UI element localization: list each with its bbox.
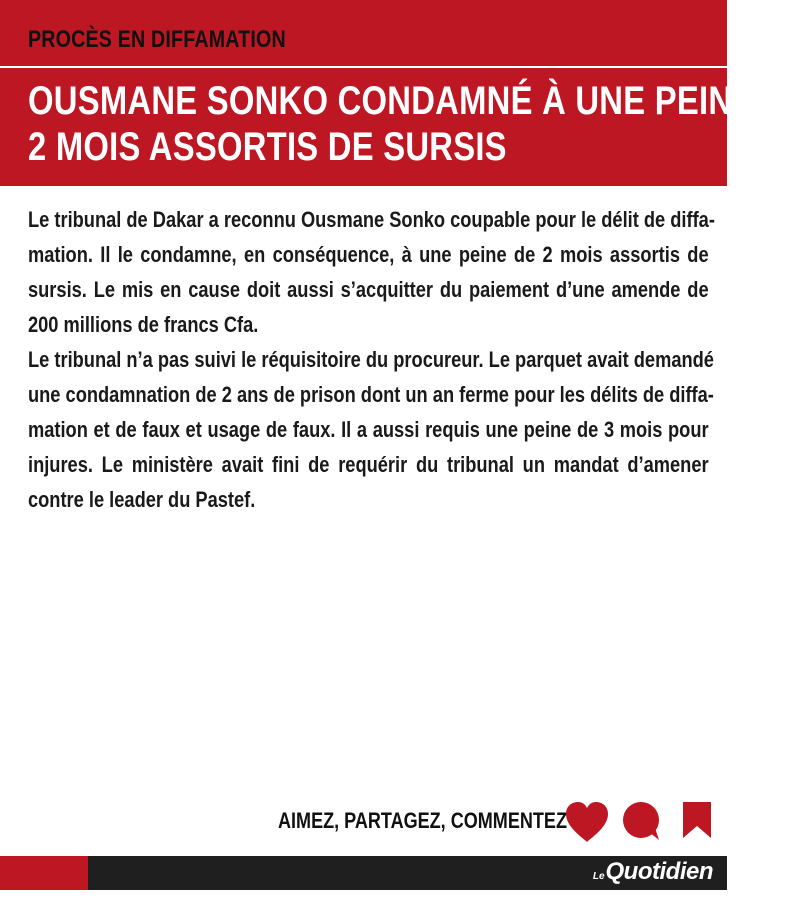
headline-line: 2 MOIS ASSORTIS DE SURSIS [28,125,507,169]
header-divider [0,66,727,68]
article-line: contre le leader du Pastef. [28,487,256,512]
bookmark-icon[interactable] [681,800,713,840]
article-line: injures. Le ministère avait fini de requérir du tribunal un mandat d’amener [28,452,709,477]
header-banner [0,0,810,186]
article-line: Le tribunal n’a pas suivi le réquisitoire du procureur. Le parquet avait demandé [28,347,714,372]
comment-icon[interactable] [621,800,663,842]
article-body [28,202,715,517]
headline [28,78,810,170]
article-line: mation et de faux et usage de faux. Il a aussi requis une peine de 3 mois pour [28,417,709,442]
headline-line: OUSMANE SONKO CONDAMNÉ À UNE PEINE DE [28,79,810,123]
article-line: une condamnation de 2 ans de prison dont un an ferme pour les délits de diffa- [28,382,714,407]
publication-logo [593,858,713,886]
footer-dark-band [88,856,727,890]
article-line: Le tribunal de Dakar a reconnu Ousmane Sonko coupable pour le délit de diffa- [28,207,715,232]
logo-name: Quotidien [605,858,713,885]
section-kicker: PROCÈS EN DIFFAMATION [28,26,286,53]
article-line: 200 millions de francs Cfa. [28,312,259,337]
footer-accent [0,856,88,890]
article-line: sursis. Le mis en cause doit aussi s’acquitter du paiement d’une amende de [28,277,709,302]
call-to-action: AIMEZ, PARTAGEZ, COMMENTEZ [278,808,567,833]
logo-prefix: Le [592,871,605,882]
article-line: mation. Il le condamne, en conséquence, à une peine de 2 mois assortis de [28,242,709,267]
footer-bar [0,856,727,908]
heart-icon[interactable] [563,800,611,844]
